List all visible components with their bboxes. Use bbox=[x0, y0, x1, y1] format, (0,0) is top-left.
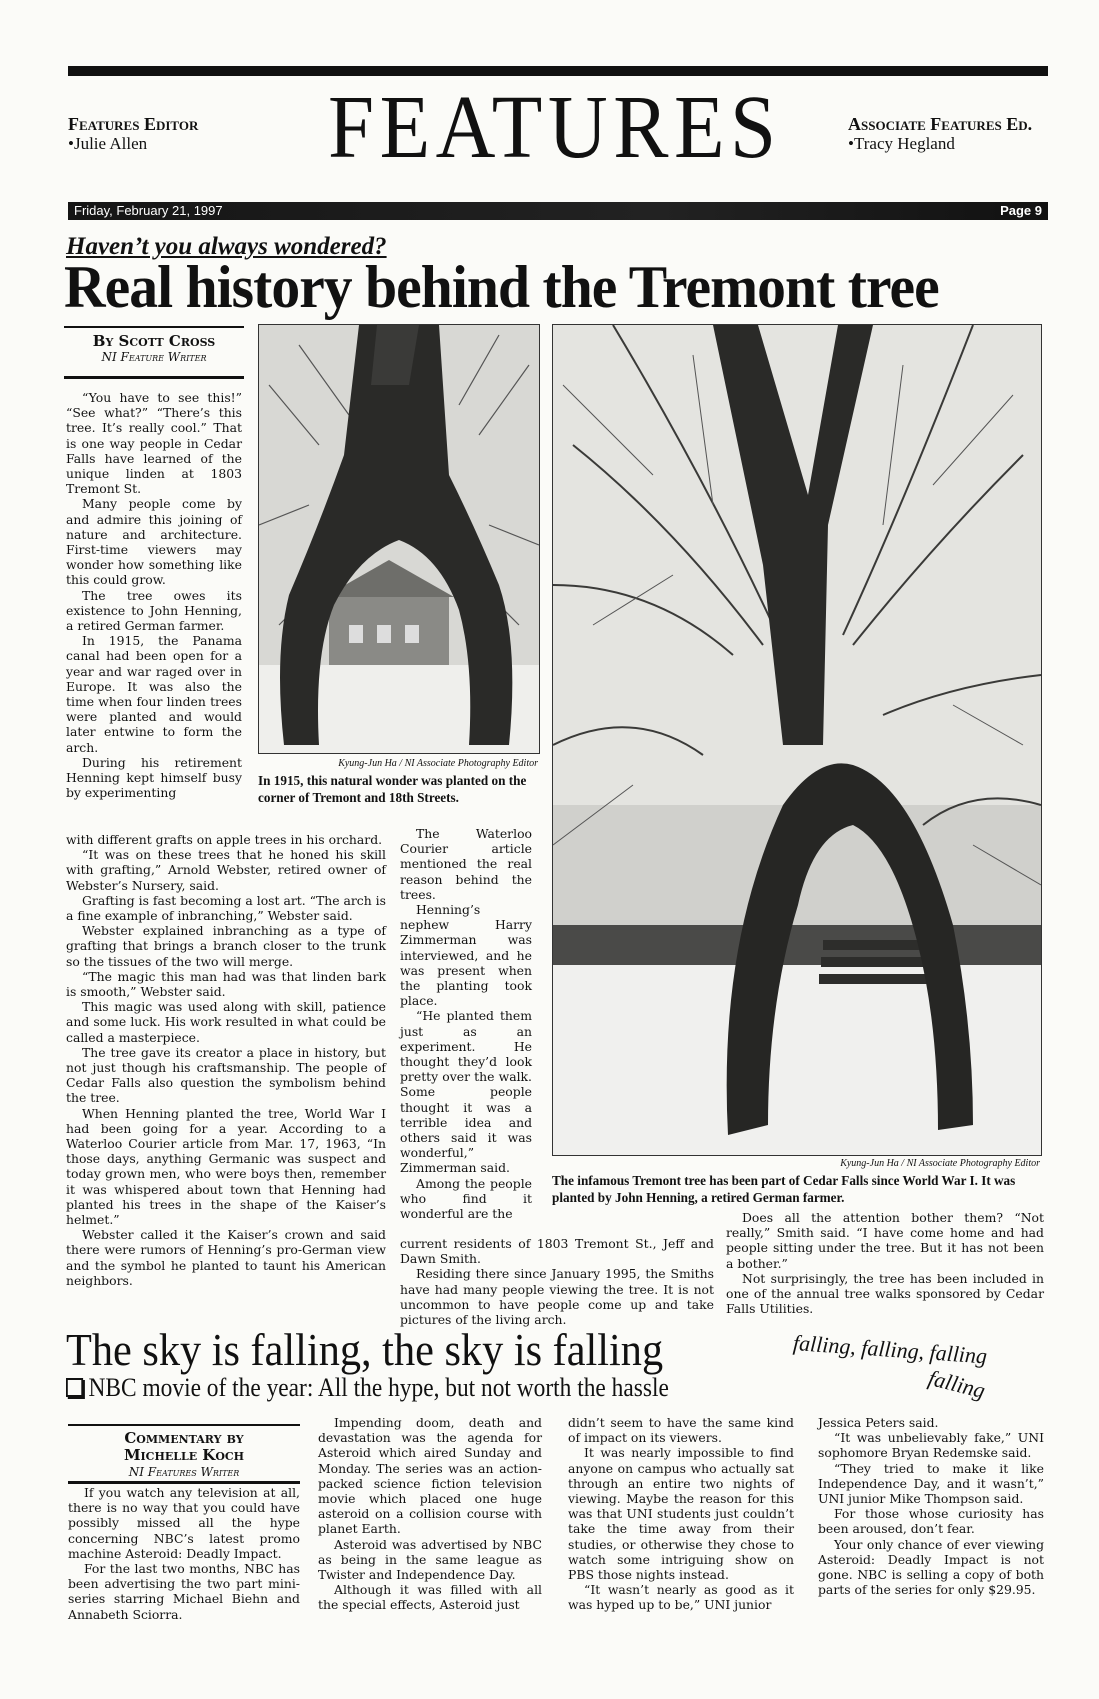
photo2-caption: The infamous Tremont tree has been part of Cedar Falls since World War I. It was planted by John Henning, a retired German farmer. bbox=[552, 1173, 1016, 1205]
story1-author-title: NI Feature Writer bbox=[101, 350, 207, 364]
paragraph: Although it was filled with all the special effects, Asteroid just bbox=[318, 1582, 542, 1613]
story1-column-1 bbox=[66, 390, 242, 800]
story2-column-2 bbox=[318, 1415, 542, 1613]
story2-headline: The sky is falling, the sky is falling bbox=[66, 1324, 664, 1375]
paragraph: Your only chance of ever viewing Asteroid: Deadly Impact is not gone. NBC is selling a copy of both parts of the series for only $29.95. bbox=[818, 1536, 1044, 1598]
story1-column-3 bbox=[400, 826, 532, 1221]
paragraph: This magic was used along with skill, patience and some luck. His work resulted in what could be called a masterpiece. bbox=[66, 999, 386, 1045]
story1-byline bbox=[64, 332, 244, 364]
photo1-credit: Kyung-Jun Ha / NI Associate Photography Editor bbox=[338, 758, 538, 769]
story1-column-2 bbox=[66, 832, 386, 1288]
paragraph: Not surprisingly, the tree has been included in one of the annual tree walks sponsored by Cedar Falls Utilities. bbox=[726, 1270, 1044, 1317]
paragraph: current residents of 1803 Tremont St., Jeff and Dawn Smith. bbox=[400, 1236, 714, 1267]
features-editor-block bbox=[68, 114, 198, 154]
falling-decoration-line1: falling, falling, falling bbox=[792, 1330, 988, 1369]
paragraph: “The magic this man had was that linden bark is smooth,” Webster said. bbox=[66, 968, 386, 1000]
story2-author: Michelle Koch bbox=[123, 1446, 245, 1464]
paragraph: Among the people who find it wonderful are the bbox=[400, 1175, 532, 1222]
paragraph: For the last two months, NBC has been advertising the two part mini-series starring Michael Biehn and Annabeth Sciorra. bbox=[68, 1561, 300, 1622]
story2-byline bbox=[68, 1430, 300, 1481]
associate-editor-title: Associate Features Ed. bbox=[848, 114, 1033, 134]
commentary-rule-bottom bbox=[68, 1481, 300, 1484]
paragraph: Impending doom, death and devastation was the agenda for Asteroid which aired Sunday and Monday. The series was an action-packed science fiction television movie which placed one huge asteroid on a collision course with planet Earth. bbox=[318, 1415, 542, 1537]
associate-editor-name: •Tracy Hegland bbox=[848, 134, 955, 153]
paragraph: “He planted them just as an experiment. He thought they’d look pretty over the walk. Some people thought it was a terrible idea and others said it was wonderful,” Zimmerman said. bbox=[400, 1008, 532, 1176]
story1-column-4 bbox=[726, 1210, 1044, 1316]
paragraph: Residing there since January 1995, the Smiths have had many people viewing the tree. It is not uncommon to have people come up and take pictures of the living arch. bbox=[400, 1266, 714, 1328]
features-editor-name: •Julie Allen bbox=[68, 134, 148, 153]
commentary-label: Commentary by bbox=[124, 1429, 244, 1447]
byline-rule-top bbox=[64, 326, 244, 328]
paragraph: Henning’s nephew Harry Zimmerman was interviewed, and he was present when the planting took place. bbox=[400, 902, 532, 1009]
story2-column-4 bbox=[818, 1415, 1044, 1597]
story1-author: By Scott Cross bbox=[92, 332, 216, 350]
paragraph: “It wasn’t nearly as good as it was hyped up to be,” UNI junior bbox=[568, 1582, 794, 1613]
paragraph: It was nearly impossible to find anyone on campus who actually sat through an entire two nights of viewing. Maybe the reason for this was that UNI students just couldn’t take the time away from their studies, or otherwise they chose to watch some intriguing show on PBS those nights instead. bbox=[568, 1445, 794, 1583]
photo2-credit: Kyung-Jun Ha / NI Associate Photography Editor bbox=[840, 1158, 1040, 1169]
paragraph: The Waterloo Courier article mentioned the real reason behind the trees. bbox=[400, 826, 532, 902]
paragraph: Does all the attention bother them? “Not really,” Smith said. “I have come home and had people sitting under the tree. But it has not been a bother.” bbox=[726, 1210, 1044, 1271]
paragraph: “You have to see this!” “See what?” “There’s this tree. It’s really cool.” That is one way people in Cedar Falls have learned of the unique linden at 1803 Tremont St. bbox=[66, 390, 242, 497]
checkbox-bullet-icon bbox=[66, 1378, 83, 1397]
paragraph: During his retirement Henning kept himself busy by experimenting bbox=[66, 754, 242, 801]
commentary-rule-top bbox=[68, 1424, 300, 1426]
paragraph: The tree gave its creator a place in history, but not just though his craftsmanship. The people of Cedar Falls also question the symbolism behind the tree. bbox=[66, 1044, 386, 1106]
paragraph: Webster explained inbranching as a type of grafting that brings a branch closer to the trunk so the tissues of the two will merge. bbox=[66, 923, 386, 969]
features-editor-title: Features Editor bbox=[68, 114, 199, 134]
issue-date: Friday, February 21, 1997 bbox=[74, 203, 223, 218]
paragraph: If you watch any television at all, there is no way that you could have possibly missed all the hype concerning NBC’s latest promo machine Asteroid: Deadly Impact. bbox=[68, 1485, 300, 1561]
byline-rule-bottom bbox=[64, 376, 244, 379]
story1-kicker: Haven’t you always wondered? bbox=[66, 233, 387, 260]
paragraph: “It was unbelievably fake,” UNI sophomore Bryan Redemske said. bbox=[818, 1430, 1044, 1461]
story1-column-3-wide bbox=[400, 1236, 714, 1327]
paragraph: Webster called it the Kaiser’s crown and said there were rumors of Henning’s pro-German view and the symbol he planted to taunt his American neighbors. bbox=[66, 1227, 386, 1288]
page-number: Page 9 bbox=[1000, 203, 1042, 218]
photo1-caption: In 1915, this natural wonder was planted on the corner of Tremont and 18th Streets. bbox=[258, 773, 527, 805]
paragraph: When Henning planted the tree, World War I had been going for a year. According to a Waterloo Courier article from Mar. 17, 1963, “In those days, anything Germanic was suspect and today grown men, who were boys then, remember it was whispered about town that Henning had planted his trees in the shape of the Kaiser’s helmet.” bbox=[66, 1105, 386, 1228]
story2-subhead bbox=[66, 1373, 669, 1403]
photo-tree-arch-house bbox=[258, 324, 540, 754]
paragraph: “It was on these trees that he honed his skill with grafting,” Arnold Webster, retired owner of Webster’s Nursery, said. bbox=[66, 847, 386, 893]
paragraph: Jessica Peters said. bbox=[818, 1415, 939, 1430]
paragraph: Asteroid was advertised by NBC as being in the same league as Twister and Independence Day. bbox=[318, 1536, 542, 1583]
paragraph: didn’t seem to have the same kind of impact on its viewers. bbox=[568, 1415, 794, 1446]
paragraph: In 1915, the Panama canal had been open for a year and war raged over in Europe. It was also the time when four linden trees were planted and would later entwine to form the arch. bbox=[66, 633, 242, 755]
story2-author-title: NI Features Writer bbox=[128, 1465, 240, 1479]
falling-decoration-line2: falling bbox=[925, 1365, 988, 1404]
date-bar bbox=[68, 202, 1048, 220]
tree-arch-photo-illustration bbox=[259, 325, 539, 753]
story2-column-1 bbox=[68, 1485, 300, 1622]
paragraph: “They tried to make it like Independence Day, and it wasn’t,” UNI junior Mike Thompson said. bbox=[818, 1460, 1044, 1507]
tremont-tree-photo-illustration bbox=[553, 325, 1041, 1155]
photo-tremont-tree-winter bbox=[552, 324, 1042, 1156]
paragraph: Many people come by and admire this joining of nature and architecture. First-time viewers may wonder how something like this could grow. bbox=[66, 496, 242, 588]
story2-column-3 bbox=[568, 1415, 794, 1613]
top-rule bbox=[68, 66, 1048, 76]
story1-headline: Real history behind the Tremont tree bbox=[64, 254, 939, 320]
paragraph: The tree owes its existence to John Henning, a retired German farmer. bbox=[66, 587, 242, 634]
associate-editor-block bbox=[848, 114, 1032, 154]
paragraph: Grafting is fast becoming a lost art. “The arch is a fine example of inbranching,” Webster said. bbox=[66, 892, 386, 924]
paragraph: with different grafts on apple trees in his orchard. bbox=[66, 832, 383, 847]
paragraph: For those whose curiosity has been aroused, don’t fear. bbox=[818, 1506, 1044, 1537]
story2-subhead-text: NBC movie of the year: All the hype, but not worth the hassle bbox=[88, 1373, 669, 1402]
section-title: FEATURES bbox=[328, 78, 782, 177]
